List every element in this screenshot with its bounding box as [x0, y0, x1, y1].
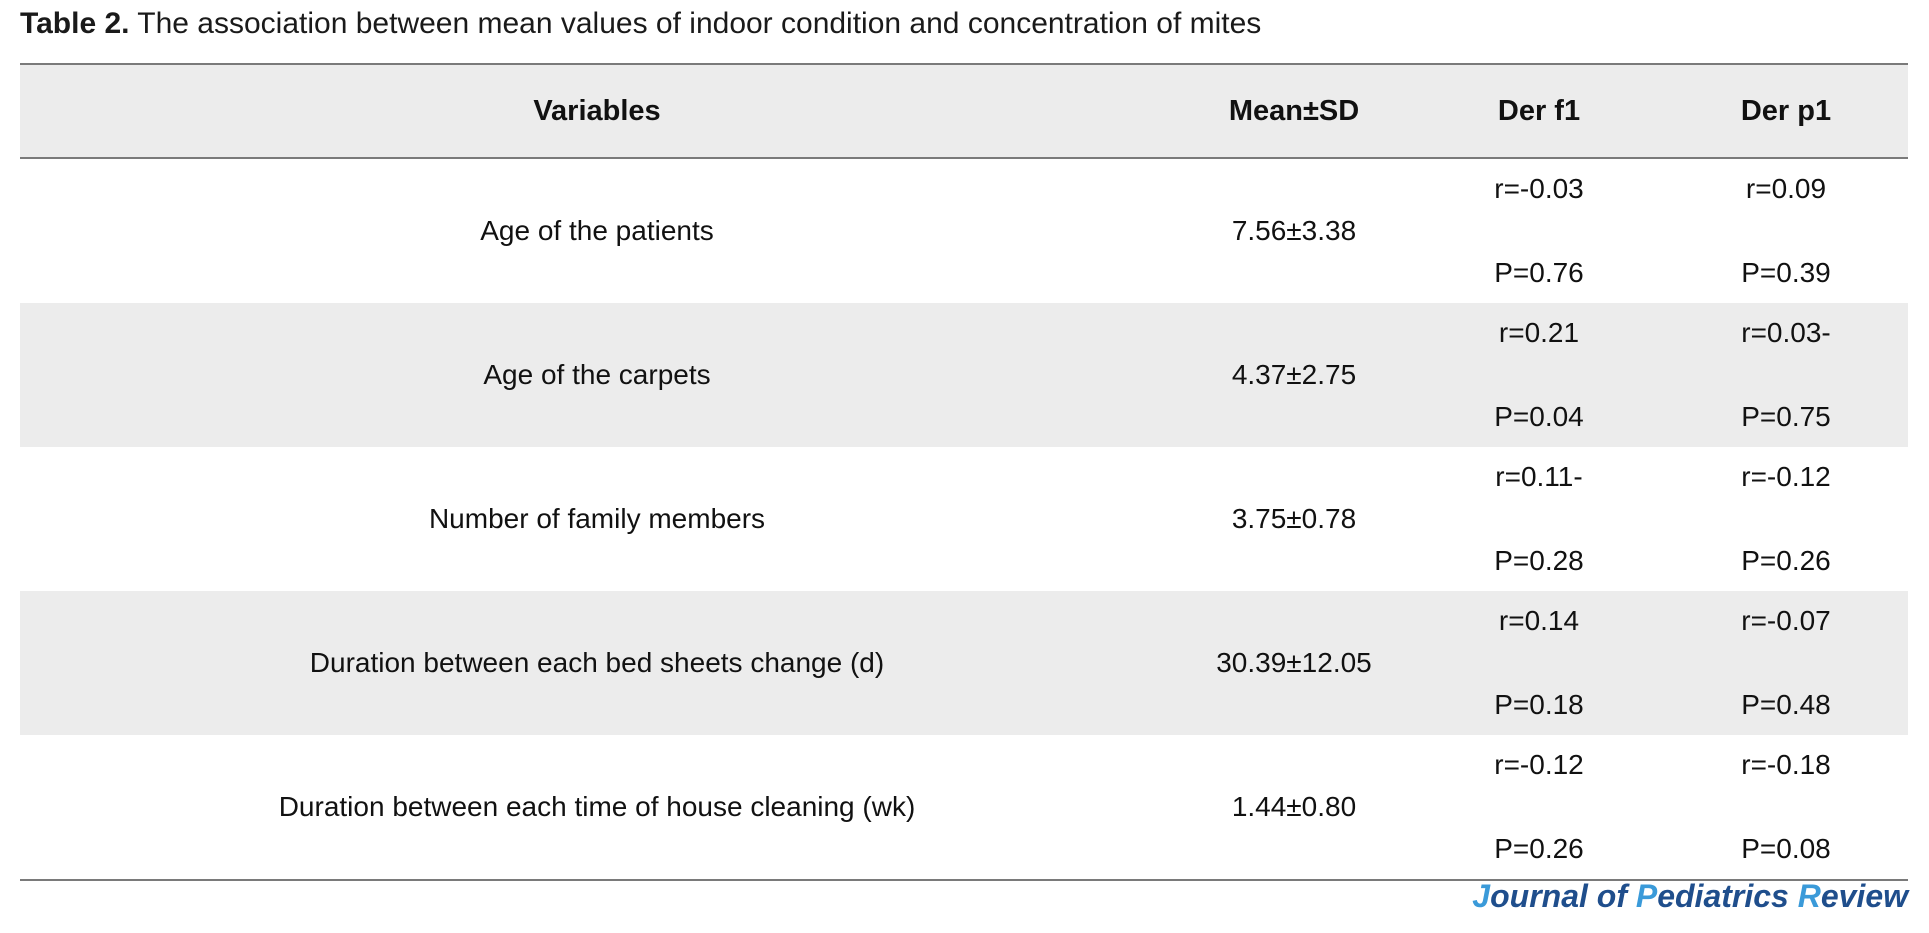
- cell-der-p1: [1664, 605, 1908, 721]
- cell-p-value: P=0.48: [1741, 689, 1831, 720]
- cell-r-value: r=0.09: [1745, 173, 1827, 204]
- cell-p-value: P=0.08: [1741, 833, 1831, 864]
- cell-p-value: P=0.76: [1494, 257, 1584, 288]
- cell-p-value: P=0.26: [1494, 833, 1584, 864]
- logo-letter-j: J: [1472, 878, 1491, 914]
- logo-text-ournal: ournal of: [1490, 878, 1636, 914]
- header-variables: Variables: [533, 94, 661, 127]
- cell-r-value: r=-0.07: [1741, 605, 1831, 636]
- table-row: [20, 159, 1908, 303]
- cell-mean-sd: 3.75±0.78: [1231, 503, 1357, 534]
- cell-r-value: r=-0.03: [1494, 173, 1584, 204]
- cell-der-f1: [1414, 749, 1664, 865]
- cell-der-p1: [1664, 317, 1908, 433]
- cell-p-value: P=0.18: [1494, 689, 1584, 720]
- cell-r-value: r=-0.12: [1494, 749, 1584, 780]
- table-row: [20, 303, 1908, 447]
- cell-mean-sd: 7.56±3.38: [1231, 215, 1357, 246]
- cell-p-value: P=0.75: [1741, 401, 1831, 432]
- cell-r-value: r=0.21: [1498, 317, 1580, 348]
- cell-r-value: r=-0.18: [1741, 749, 1831, 780]
- cell-p-value: P=0.39: [1741, 257, 1831, 288]
- cell-r-value: r=0.03-: [1741, 317, 1831, 348]
- header-der-f1: Der f1: [1497, 94, 1581, 127]
- cell-der-f1: [1414, 461, 1664, 577]
- caption-label: Table 2.: [20, 7, 130, 40]
- logo-letter-r: R: [1797, 878, 1821, 914]
- cell-p-value: P=0.04: [1494, 401, 1584, 432]
- cell-r-value: r=0.11-: [1495, 461, 1583, 492]
- cell-der-f1: [1414, 317, 1664, 433]
- cell-mean-sd: 1.44±0.80: [1231, 791, 1357, 822]
- journal-logo: [1472, 878, 1908, 915]
- cell-variable: Age of the patients: [480, 215, 714, 246]
- cell-variable: Duration between each bed sheets change (d): [309, 647, 885, 678]
- cell-der-p1: [1664, 749, 1908, 865]
- header-mean-sd: Mean±SD: [1228, 94, 1360, 127]
- logo-text-ediatrics: ediatrics: [1657, 878, 1798, 914]
- cell-der-f1: [1414, 605, 1664, 721]
- cell-p-value: P=0.28: [1494, 545, 1584, 576]
- cell-variable: Duration between each time of house cleaning (wk): [278, 791, 916, 822]
- cell-mean-sd: 30.39±12.05: [1216, 647, 1372, 678]
- cell-r-value: r=0.14: [1498, 605, 1580, 636]
- data-table: [20, 63, 1908, 881]
- header-der-p1: Der p1: [1740, 94, 1832, 127]
- table-header-row: [20, 65, 1908, 159]
- cell-p-value: P=0.26: [1741, 545, 1831, 576]
- cell-mean-sd: 4.37±2.75: [1231, 359, 1357, 390]
- cell-variable: Age of the carpets: [483, 359, 711, 390]
- table-row: [20, 735, 1908, 879]
- table-caption: [20, 4, 1261, 44]
- cell-der-p1: [1664, 173, 1908, 289]
- cell-variable: Number of family members: [428, 503, 766, 534]
- cell-der-f1: [1414, 173, 1664, 289]
- caption-text: The association between mean values of indoor condition and concentration of mites: [137, 7, 1262, 40]
- table-row: [20, 591, 1908, 735]
- logo-letter-p: P: [1635, 878, 1658, 914]
- logo-text-eview: eview: [1820, 878, 1908, 914]
- table-row: [20, 447, 1908, 591]
- cell-r-value: r=-0.12: [1741, 461, 1831, 492]
- cell-der-p1: [1664, 461, 1908, 577]
